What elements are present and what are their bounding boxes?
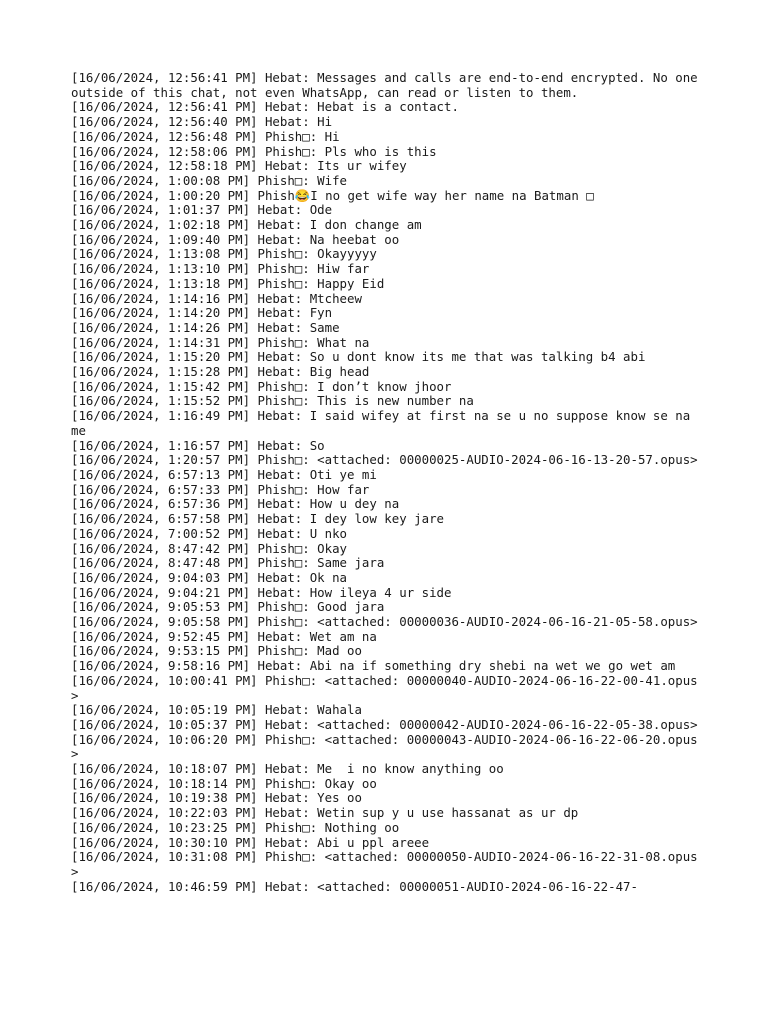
- chat-message-line: [16/06/2024, 9:04:21 PM] Hebat: How ileya 4 ur side: [71, 584, 452, 600]
- chat-message-line: [16/06/2024, 1:15:28 PM] Hebat: Big head: [71, 364, 370, 380]
- chat-message-line: [16/06/2024, 1:01:37 PM] Hebat: Ode: [71, 202, 333, 218]
- chat-message-line: [16/06/2024, 1:02:18 PM] Hebat: I don change am: [71, 217, 422, 233]
- chat-message-line: [16/06/2024, 9:53:15 PM] Phish□: Mad oo: [71, 643, 362, 659]
- chat-message-line: [16/06/2024, 1:14:26 PM] Hebat: Same: [71, 319, 340, 335]
- chat-message-line: [16/06/2024, 6:57:13 PM] Hebat: Oti ye mi: [71, 466, 377, 482]
- chat-message-line: [16/06/2024, 8:47:42 PM] Phish□: Okay: [71, 540, 348, 556]
- chat-message-line: [16/06/2024, 1:09:40 PM] Hebat: Na heebat oo: [71, 231, 400, 247]
- chat-message-line: [16/06/2024, 10:06:20 PM] Phish□: <attached: 00000043-AUDIO-2024-06-16-22-06-20.opus>: [71, 731, 698, 762]
- chat-message-line: [16/06/2024, 1:15:52 PM] Phish□: This is new number na: [71, 393, 474, 409]
- chat-message-line: [16/06/2024, 9:52:45 PM] Hebat: Wet am na: [71, 628, 377, 644]
- chat-message-line: [16/06/2024, 9:05:53 PM] Phish□: Good jara: [71, 599, 385, 615]
- chat-message-line: [16/06/2024, 1:00:08 PM] Phish□: Wife: [71, 172, 348, 188]
- chat-message-line: [16/06/2024, 8:47:48 PM] Phish□: Same jara: [71, 555, 385, 571]
- chat-message-line: [16/06/2024, 10:18:07 PM] Hebat: Me i no know anything oo: [71, 761, 504, 777]
- chat-message-line: [16/06/2024, 10:31:08 PM] Phish□: <attached: 00000050-AUDIO-2024-06-16-22-31-08.opus>: [71, 849, 698, 879]
- chat-message-line: [16/06/2024, 10:18:14 PM] Phish□: Okay oo: [71, 775, 377, 791]
- chat-message-line: [16/06/2024, 1:14:20 PM] Hebat: Fyn: [71, 305, 333, 321]
- chat-message-line: [16/06/2024, 7:00:52 PM] Hebat: U nko: [71, 525, 348, 541]
- chat-message-line: [16/06/2024, 10:05:19 PM] Hebat: Wahala: [71, 702, 362, 718]
- chat-message-line: [16/06/2024, 1:13:18 PM] Phish□: Happy Eid: [71, 275, 385, 291]
- chat-message-line: [16/06/2024, 6:57:33 PM] Phish□: How far: [71, 481, 370, 497]
- chat-message-line: [16/06/2024, 1:14:31 PM] Phish□: What na: [71, 334, 370, 350]
- chat-message-line: [16/06/2024, 6:57:36 PM] Hebat: How u dey na: [71, 496, 400, 512]
- chat-message-line: [16/06/2024, 10:22:03 PM] Hebat: Wetin sup y u use hassanat as ur dp: [71, 805, 579, 821]
- chat-message-line: [16/06/2024, 12:56:40 PM] Hebat: Hi: [71, 114, 333, 130]
- chat-message-line: [16/06/2024, 10:19:38 PM] Hebat: Yes oo: [71, 790, 362, 806]
- chat-message-line: [16/06/2024, 12:58:18 PM] Hebat: Its ur wifey: [71, 158, 407, 174]
- chat-message-line: [16/06/2024, 1:16:49 PM] Hebat: I said wifey at first na se u no suppose know se na me: [71, 408, 698, 438]
- chat-message-line: [16/06/2024, 1:14:16 PM] Hebat: Mtcheew: [71, 290, 362, 306]
- chat-message-line: [16/06/2024, 1:13:08 PM] Phish□: Okayyyyy: [71, 246, 377, 262]
- chat-message-line: [16/06/2024, 1:15:20 PM] Hebat: So u dont know its me that was talking b4 abi: [71, 349, 646, 365]
- chat-message-line: [16/06/2024, 1:20:57 PM] Phish□: <attached: 00000025-AUDIO-2024-06-16-13-20-57.opus>: [71, 452, 698, 468]
- chat-transcript: [71, 70, 706, 894]
- chat-message-line: [16/06/2024, 6:57:58 PM] Hebat: I dey low key jare: [71, 511, 444, 527]
- chat-message-line: [16/06/2024, 1:15:42 PM] Phish□: I don’t know jhoor: [71, 378, 452, 394]
- chat-message-line: [16/06/2024, 12:56:48 PM] Phish□: Hi: [71, 128, 340, 144]
- chat-message-line: [16/06/2024, 1:16:57 PM] Hebat: So: [71, 437, 325, 453]
- chat-message-line: [16/06/2024, 10:23:25 PM] Phish□: Nothing oo: [71, 819, 400, 835]
- chat-message-line: [16/06/2024, 9:05:58 PM] Phish□: <attached: 00000036-AUDIO-2024-06-16-21-05-58.opus>: [71, 614, 698, 630]
- chat-message-line: [16/06/2024, 12:58:06 PM] Phish□: Pls who is this: [71, 143, 437, 159]
- chat-message-line: [16/06/2024, 10:00:41 PM] Phish□: <attached: 00000040-AUDIO-2024-06-16-22-00-41.opus>: [71, 672, 698, 703]
- chat-message-line: [16/06/2024, 1:00:20 PM] Phish😂I no get wife way her name na Batman □: [71, 187, 594, 203]
- chat-message-line: [16/06/2024, 10:46:59 PM] Hebat: <attached: 00000051-AUDIO-2024-06-16-22-47-: [71, 878, 638, 894]
- chat-message-line: [16/06/2024, 12:56:41 PM] Hebat: Hebat is a contact.: [71, 99, 459, 115]
- chat-message-line: [16/06/2024, 9:58:16 PM] Hebat: Abi na if something dry shebi na wet we go wet am: [71, 658, 676, 674]
- chat-message-line: [16/06/2024, 9:04:03 PM] Hebat: Ok na: [71, 569, 348, 585]
- chat-message-line: [16/06/2024, 12:56:41 PM] Hebat: Messages and calls are end-to-end encrypted. No one outside of this chat, not even WhatsApp, can read or listen to them.: [71, 70, 706, 100]
- chat-message-line: [16/06/2024, 10:30:10 PM] Hebat: Abi u ppl areee: [71, 834, 430, 850]
- chat-message-line: [16/06/2024, 10:05:37 PM] Hebat: <attached: 00000042-AUDIO-2024-06-16-22-05-38.opus>: [71, 716, 698, 732]
- chat-message-line: [16/06/2024, 1:13:10 PM] Phish□: Hiw far: [71, 261, 370, 277]
